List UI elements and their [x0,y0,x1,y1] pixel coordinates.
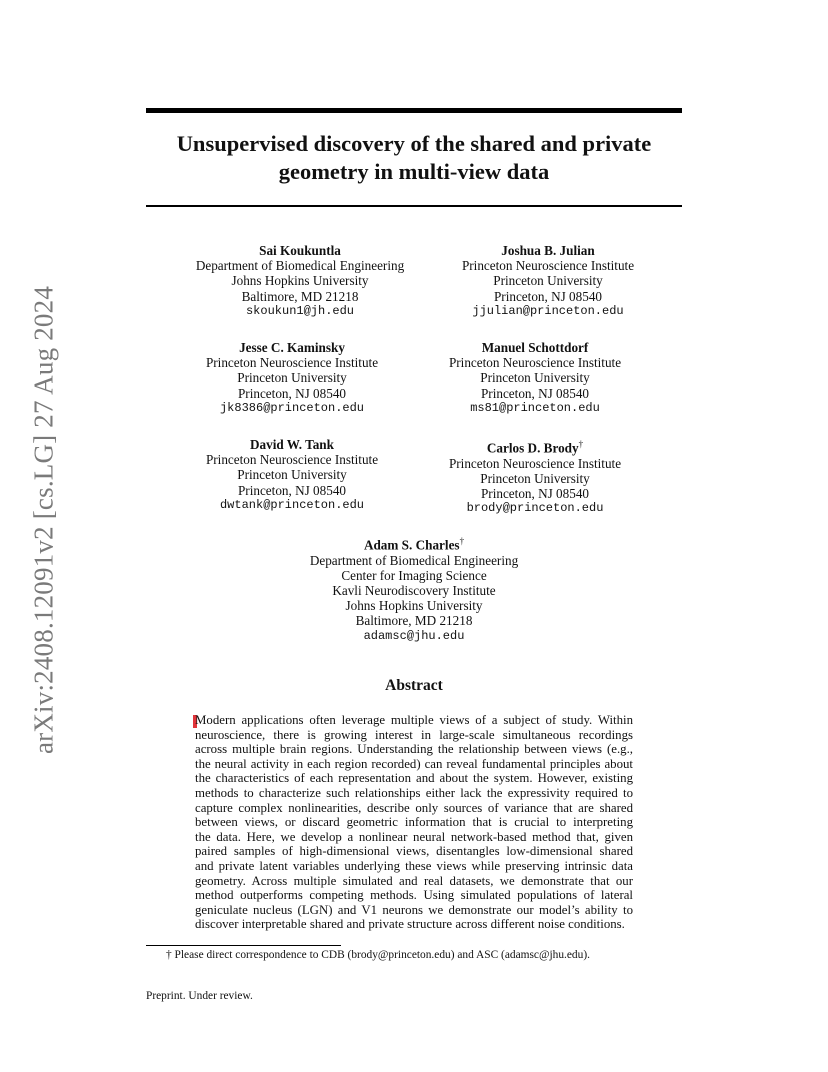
dagger-mark: † [578,439,584,449]
author-affiliation: Princeton, NJ 08540 [237,482,347,498]
author-name: David W. Tank [250,437,334,452]
abstract-line: method outperforms competing methods. Using simulated populations of lateral [195,888,633,903]
abstract-line: the data. Here, we develop a nonlinear neural network-based method that, given [195,829,633,844]
title-rule-bottom [146,205,682,207]
author-name: Jesse C. Kaminsky [239,340,345,355]
abstract-line: the characteristics of each representation and about the system. However, existing [195,771,633,786]
author-affiliation: Princeton Neuroscience Institute [448,455,622,471]
abstract-line: neuroscience, there is growing interest in large-scale simultaneous recordings [195,727,633,742]
footnote: † Please direct correspondence to CDB (brody@princeton.edu) and ASC (adamsc@jhu.edu). [166,949,590,961]
abstract-body [195,713,633,932]
author-affiliation: Princeton, NJ 08540 [237,385,347,401]
author-name: Joshua B. Julian [501,243,595,258]
abstract-line: between views, or discard geometric information that is crucial to interpreting [195,815,633,830]
author-email[interactable]: ms81@princeton.edu [470,400,600,415]
author-block [420,243,676,319]
abstract-line: discover interpretable shared and private structure across different noise conditions. [195,917,625,932]
abstract-line: across multiple brain regions. Understanding the relationship between views (e.g., [195,742,633,757]
paper-title [146,130,682,186]
author-affiliation: Johns Hopkins University [231,273,369,289]
title-line-2: geometry in multi-view data [278,159,550,184]
author-affiliation: Center for Imaging Science [341,567,487,583]
author-affiliation: Princeton Neuroscience Institute [205,355,379,371]
abstract-line: and private latent variables underlying these views while preserving intrinsic data [195,858,633,873]
author-name: Sai Koukuntla [259,243,341,258]
author-affiliation: Princeton, NJ 08540 [480,385,590,401]
author-email[interactable]: skoukun1@jh.edu [245,303,355,318]
title-line-1: Unsupervised discovery of the shared and private [176,131,652,156]
author-affiliation: Baltimore, MD 21218 [355,613,473,629]
author-affiliation: Princeton Neuroscience Institute [205,452,379,468]
abstract-line: paired samples of high-dimensional views, disentangles low-dimensional shared [195,844,633,859]
author-affiliation: Princeton University [237,370,347,386]
author-affiliation: Princeton University [480,370,590,386]
author-block [164,437,420,513]
abstract-line: methods to characterize such relationships either lack the expressivity required to [195,785,633,800]
preprint-note: Preprint. Under review. [146,990,253,1002]
author-affiliation: Department of Biomedical Engineering [309,552,519,568]
author-email[interactable]: jk8386@princeton.edu [219,400,365,415]
abstract-heading: Abstract [385,677,443,694]
author-affiliation: Princeton, NJ 08540 [493,288,603,304]
abstract-line: geometry. Across multiple simulated and real datasets, we demonstrate that our [195,873,633,888]
abstract-line: capture complex nonlinearities, describe only sources of variance that are shared [195,800,633,815]
author-affiliation: Kavli Neurodiscovery Institute [332,583,496,598]
footnote-rule [146,945,341,946]
author-affiliation: Princeton University [237,467,347,483]
author-email[interactable]: jjulian@princeton.edu [472,303,624,318]
abstract-line: the neural activity in each region recorded) can reveal fundamental principles about [195,756,633,771]
author-affiliation: Baltimore, MD 21218 [241,288,359,304]
author-affiliation: Princeton, NJ 08540 [480,486,590,501]
author-name: Manuel Schottdorf [481,340,589,355]
author-email[interactable]: dwtank@princeton.edu [219,497,365,512]
author-block [286,534,542,644]
abstract-line: geniculate nucleus (LGN) and V1 neurons we demonstrate our model’s ability to [195,902,633,917]
arxiv-identifier: arXiv:2408.12091v2 [cs.LG] 27 Aug 2024 [28,285,59,755]
author-affiliation: Princeton University [480,470,590,486]
author-block [164,340,420,416]
author-affiliation: Princeton University [493,273,603,289]
author-affiliation: Johns Hopkins University [345,598,483,614]
title-rule-top [146,108,682,113]
author-block [407,437,663,516]
author-affiliation: Princeton Neuroscience Institute [448,355,622,371]
author-email[interactable]: adamsc@jhu.edu [363,628,465,643]
author-block [407,340,663,416]
author-name: Carlos D. Brody† [486,439,584,456]
abstract-line: Modern applications often leverage multiple views of a subject of study. Within [195,713,633,727]
author-affiliation: Department of Biomedical Engineering [195,258,405,274]
author-email[interactable]: brody@princeton.edu [466,501,604,516]
author-block [172,243,428,319]
dagger-mark: † [459,536,465,546]
author-affiliation: Princeton Neuroscience Institute [461,258,635,274]
author-name: Adam S. Charles† [363,536,465,553]
